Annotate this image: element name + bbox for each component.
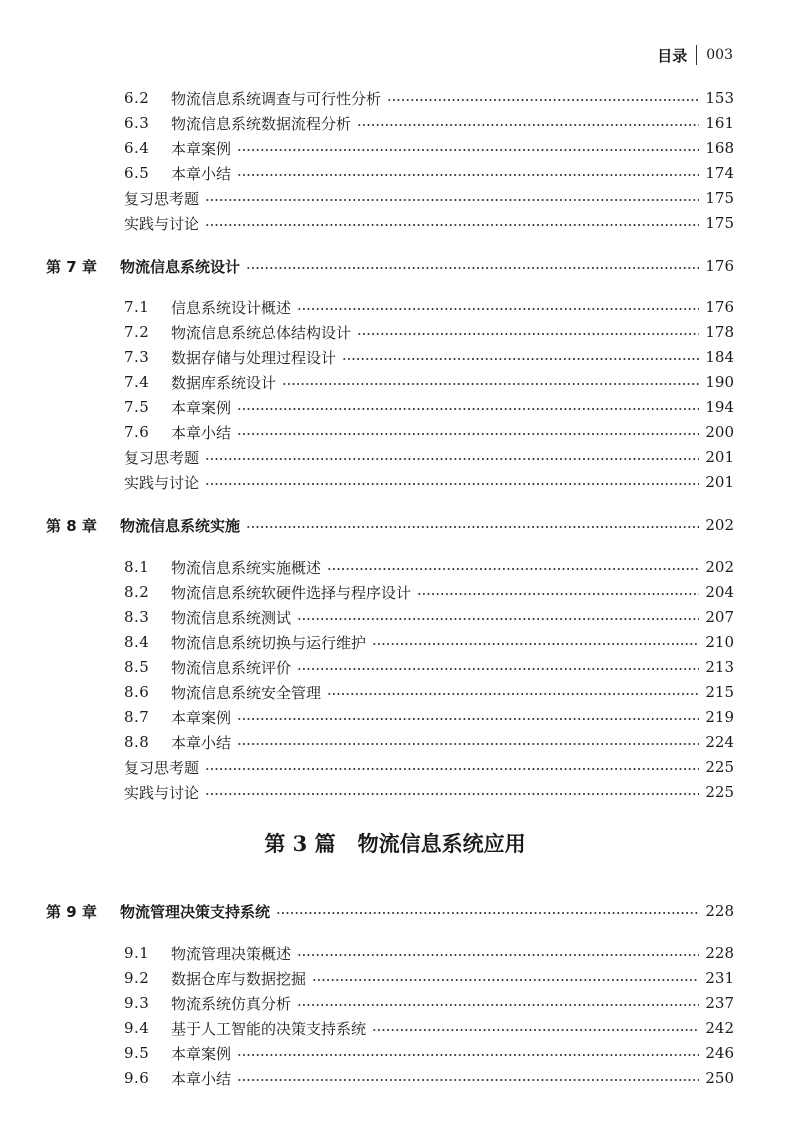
entry-page: 231	[705, 969, 734, 987]
entry-page: 176	[705, 298, 734, 316]
toc-entry[interactable]	[124, 295, 734, 319]
part-label: 第 3 篇	[264, 831, 336, 856]
toc-entry[interactable]	[124, 780, 734, 804]
entry-number: 9.3	[124, 994, 150, 1012]
entry-title: 信息系统设计概述	[171, 298, 292, 317]
entry-number: 6.4	[124, 139, 150, 157]
entry-number: 9.2	[124, 969, 150, 987]
entry-title: 物流信息系统测试	[171, 608, 292, 627]
toc-entry[interactable]	[124, 655, 734, 679]
entry-number: 8.8	[124, 733, 150, 751]
entry-title: 实践与讨论	[124, 473, 200, 492]
toc-entry[interactable]	[124, 630, 734, 654]
dot-leader	[205, 458, 699, 460]
chapter-page: 202	[705, 516, 734, 534]
chapter-page: 176	[705, 257, 734, 275]
entry-number: 8.3	[124, 608, 150, 626]
entry-title: 物流信息系统安全管理	[171, 683, 322, 702]
entry-title: 复习思考题	[124, 448, 200, 467]
toc-entry[interactable]	[124, 966, 734, 990]
entry-title: 数据库系统设计	[171, 373, 277, 392]
dot-leader	[237, 408, 699, 410]
entry-number: 9.5	[124, 1044, 150, 1062]
entry-title: 复习思考题	[124, 189, 200, 208]
entry-page: 213	[705, 658, 734, 676]
dot-leader	[387, 99, 699, 101]
chapter-heading[interactable]	[46, 898, 734, 924]
dot-leader	[297, 668, 699, 670]
entry-title: 物流信息系统软硬件选择与程序设计	[171, 583, 412, 602]
entry-page: 174	[705, 164, 734, 182]
toc-entry[interactable]	[124, 211, 734, 235]
dot-leader	[357, 124, 699, 126]
entry-title: 数据存储与处理过程设计	[171, 348, 337, 367]
entry-page: 175	[705, 214, 734, 232]
entry-number: 7.1	[124, 298, 150, 316]
entry-page: 190	[705, 373, 734, 391]
dot-leader	[282, 383, 699, 385]
dot-leader	[205, 793, 699, 795]
toc-entry[interactable]	[124, 161, 734, 185]
dot-leader	[205, 224, 699, 226]
dot-leader	[237, 174, 699, 176]
toc-entry[interactable]	[124, 991, 734, 1015]
toc-entry[interactable]	[124, 680, 734, 704]
entry-title: 实践与讨论	[124, 783, 200, 802]
dot-leader	[297, 954, 699, 956]
dot-leader	[372, 1029, 699, 1031]
entry-number: 9.1	[124, 944, 150, 962]
dot-leader	[237, 433, 699, 435]
chapter-title: 物流信息系统设计	[120, 257, 241, 276]
toc-entry[interactable]	[124, 705, 734, 729]
chapter-title: 物流信息系统实施	[120, 516, 241, 535]
toc-entry[interactable]	[124, 605, 734, 629]
entry-number: 9.6	[124, 1069, 150, 1087]
entry-page: 250	[705, 1069, 734, 1087]
entry-page: 215	[705, 683, 734, 701]
part-heading	[0, 828, 790, 858]
entry-number: 6.3	[124, 114, 150, 132]
entry-title: 实践与讨论	[124, 214, 200, 233]
toc-entry[interactable]	[124, 555, 734, 579]
entry-page: 204	[705, 583, 734, 601]
toc-entry[interactable]	[124, 136, 734, 160]
entry-page: 201	[705, 448, 734, 466]
entry-number: 7.6	[124, 423, 150, 441]
toc-entry[interactable]	[124, 111, 734, 135]
header-divider	[696, 45, 697, 65]
toc-entry[interactable]	[124, 345, 734, 369]
dot-leader	[297, 1004, 699, 1006]
dot-leader	[417, 593, 699, 595]
entry-title: 物流系统仿真分析	[171, 994, 292, 1013]
entry-page: 225	[705, 783, 734, 801]
header-title: 目录	[657, 46, 688, 65]
entry-number: 7.5	[124, 398, 150, 416]
entry-title: 数据仓库与数据挖掘	[171, 969, 307, 988]
entry-title: 物流信息系统调查与可行性分析	[171, 89, 382, 108]
entry-page: 178	[705, 323, 734, 341]
toc-entry[interactable]	[124, 755, 734, 779]
toc-entry[interactable]	[124, 730, 734, 754]
entry-page: 242	[705, 1019, 734, 1037]
dot-leader	[327, 693, 699, 695]
chapter-label: 第 9 章	[46, 902, 97, 921]
dot-leader	[342, 358, 699, 360]
entry-title: 本章案例	[171, 139, 232, 158]
entry-page: 168	[705, 139, 734, 157]
entry-page: 194	[705, 398, 734, 416]
entry-page: 237	[705, 994, 734, 1012]
dot-leader	[297, 618, 699, 620]
dot-leader	[205, 199, 699, 201]
chapter-label: 第 8 章	[46, 516, 97, 535]
entry-page: 246	[705, 1044, 734, 1062]
dot-leader	[237, 743, 699, 745]
entry-page: 153	[705, 89, 734, 107]
entry-title: 本章小结	[171, 423, 232, 442]
entry-title: 物流信息系统总体结构设计	[171, 323, 352, 342]
entry-title: 本章小结	[171, 733, 232, 752]
toc-entry[interactable]	[124, 470, 734, 494]
entry-title: 物流信息系统数据流程分析	[171, 114, 352, 133]
entry-number: 9.4	[124, 1019, 150, 1037]
toc-entry[interactable]	[124, 1041, 734, 1065]
entry-title: 物流信息系统评价	[171, 658, 292, 677]
chapter-heading[interactable]	[46, 512, 734, 538]
entry-page: 219	[705, 708, 734, 726]
entry-page: 202	[705, 558, 734, 576]
chapter-title: 物流管理决策支持系统	[120, 902, 271, 921]
entry-number: 8.7	[124, 708, 150, 726]
entry-title: 复习思考题	[124, 758, 200, 777]
toc-entry[interactable]	[124, 370, 734, 394]
dot-leader	[312, 979, 699, 981]
chapter-heading[interactable]	[46, 253, 734, 279]
entry-page: 225	[705, 758, 734, 776]
chapter-label: 第 7 章	[46, 257, 97, 276]
entry-number: 8.5	[124, 658, 150, 676]
dot-leader	[357, 333, 699, 335]
toc-entry[interactable]	[124, 445, 734, 469]
entry-number: 8.2	[124, 583, 150, 601]
dot-leader	[205, 768, 699, 770]
entry-page: 161	[705, 114, 734, 132]
entry-page: 210	[705, 633, 734, 651]
header-page-number: 003	[706, 47, 733, 63]
entry-title: 本章案例	[171, 708, 232, 727]
entry-page: 175	[705, 189, 734, 207]
entry-title: 本章小结	[171, 1069, 232, 1088]
dot-leader	[246, 267, 699, 269]
toc-entry[interactable]	[124, 420, 734, 444]
entry-number: 8.1	[124, 558, 150, 576]
toc-entry[interactable]	[124, 580, 734, 604]
entry-title: 基于人工智能的决策支持系统	[171, 1019, 367, 1038]
entry-page: 228	[705, 944, 734, 962]
entry-page: 184	[705, 348, 734, 366]
dot-leader	[246, 526, 699, 528]
entry-title: 本章案例	[171, 398, 232, 417]
toc-entry[interactable]	[124, 941, 734, 965]
toc-entry[interactable]	[124, 1016, 734, 1040]
toc-entry[interactable]	[124, 320, 734, 344]
dot-leader	[276, 912, 699, 914]
entry-number: 8.4	[124, 633, 150, 651]
entry-title: 本章小结	[171, 164, 232, 183]
entry-number: 6.5	[124, 164, 150, 182]
dot-leader	[372, 643, 699, 645]
entry-number: 7.4	[124, 373, 150, 391]
running-header	[657, 44, 733, 66]
dot-leader	[205, 483, 699, 485]
part-title: 物流信息系统应用	[357, 831, 526, 856]
entry-number: 7.3	[124, 348, 150, 366]
entry-page: 224	[705, 733, 734, 751]
dot-leader	[237, 1054, 699, 1056]
entry-title: 物流管理决策概述	[171, 944, 292, 963]
dot-leader	[237, 1079, 699, 1081]
entry-title: 本章案例	[171, 1044, 232, 1063]
toc-entry[interactable]	[124, 395, 734, 419]
dot-leader	[237, 149, 699, 151]
entry-page: 207	[705, 608, 734, 626]
entry-page: 200	[705, 423, 734, 441]
dot-leader	[327, 568, 699, 570]
toc-entry[interactable]	[124, 86, 734, 110]
dot-leader	[237, 718, 699, 720]
toc-entry[interactable]	[124, 186, 734, 210]
entry-number: 7.2	[124, 323, 150, 341]
entry-number: 6.2	[124, 89, 150, 107]
entry-page: 201	[705, 473, 734, 491]
chapter-page: 228	[705, 902, 734, 920]
toc-entry[interactable]	[124, 1066, 734, 1090]
entry-title: 物流信息系统切换与运行维护	[171, 633, 367, 652]
dot-leader	[297, 308, 699, 310]
entry-number: 8.6	[124, 683, 150, 701]
entry-title: 物流信息系统实施概述	[171, 558, 322, 577]
